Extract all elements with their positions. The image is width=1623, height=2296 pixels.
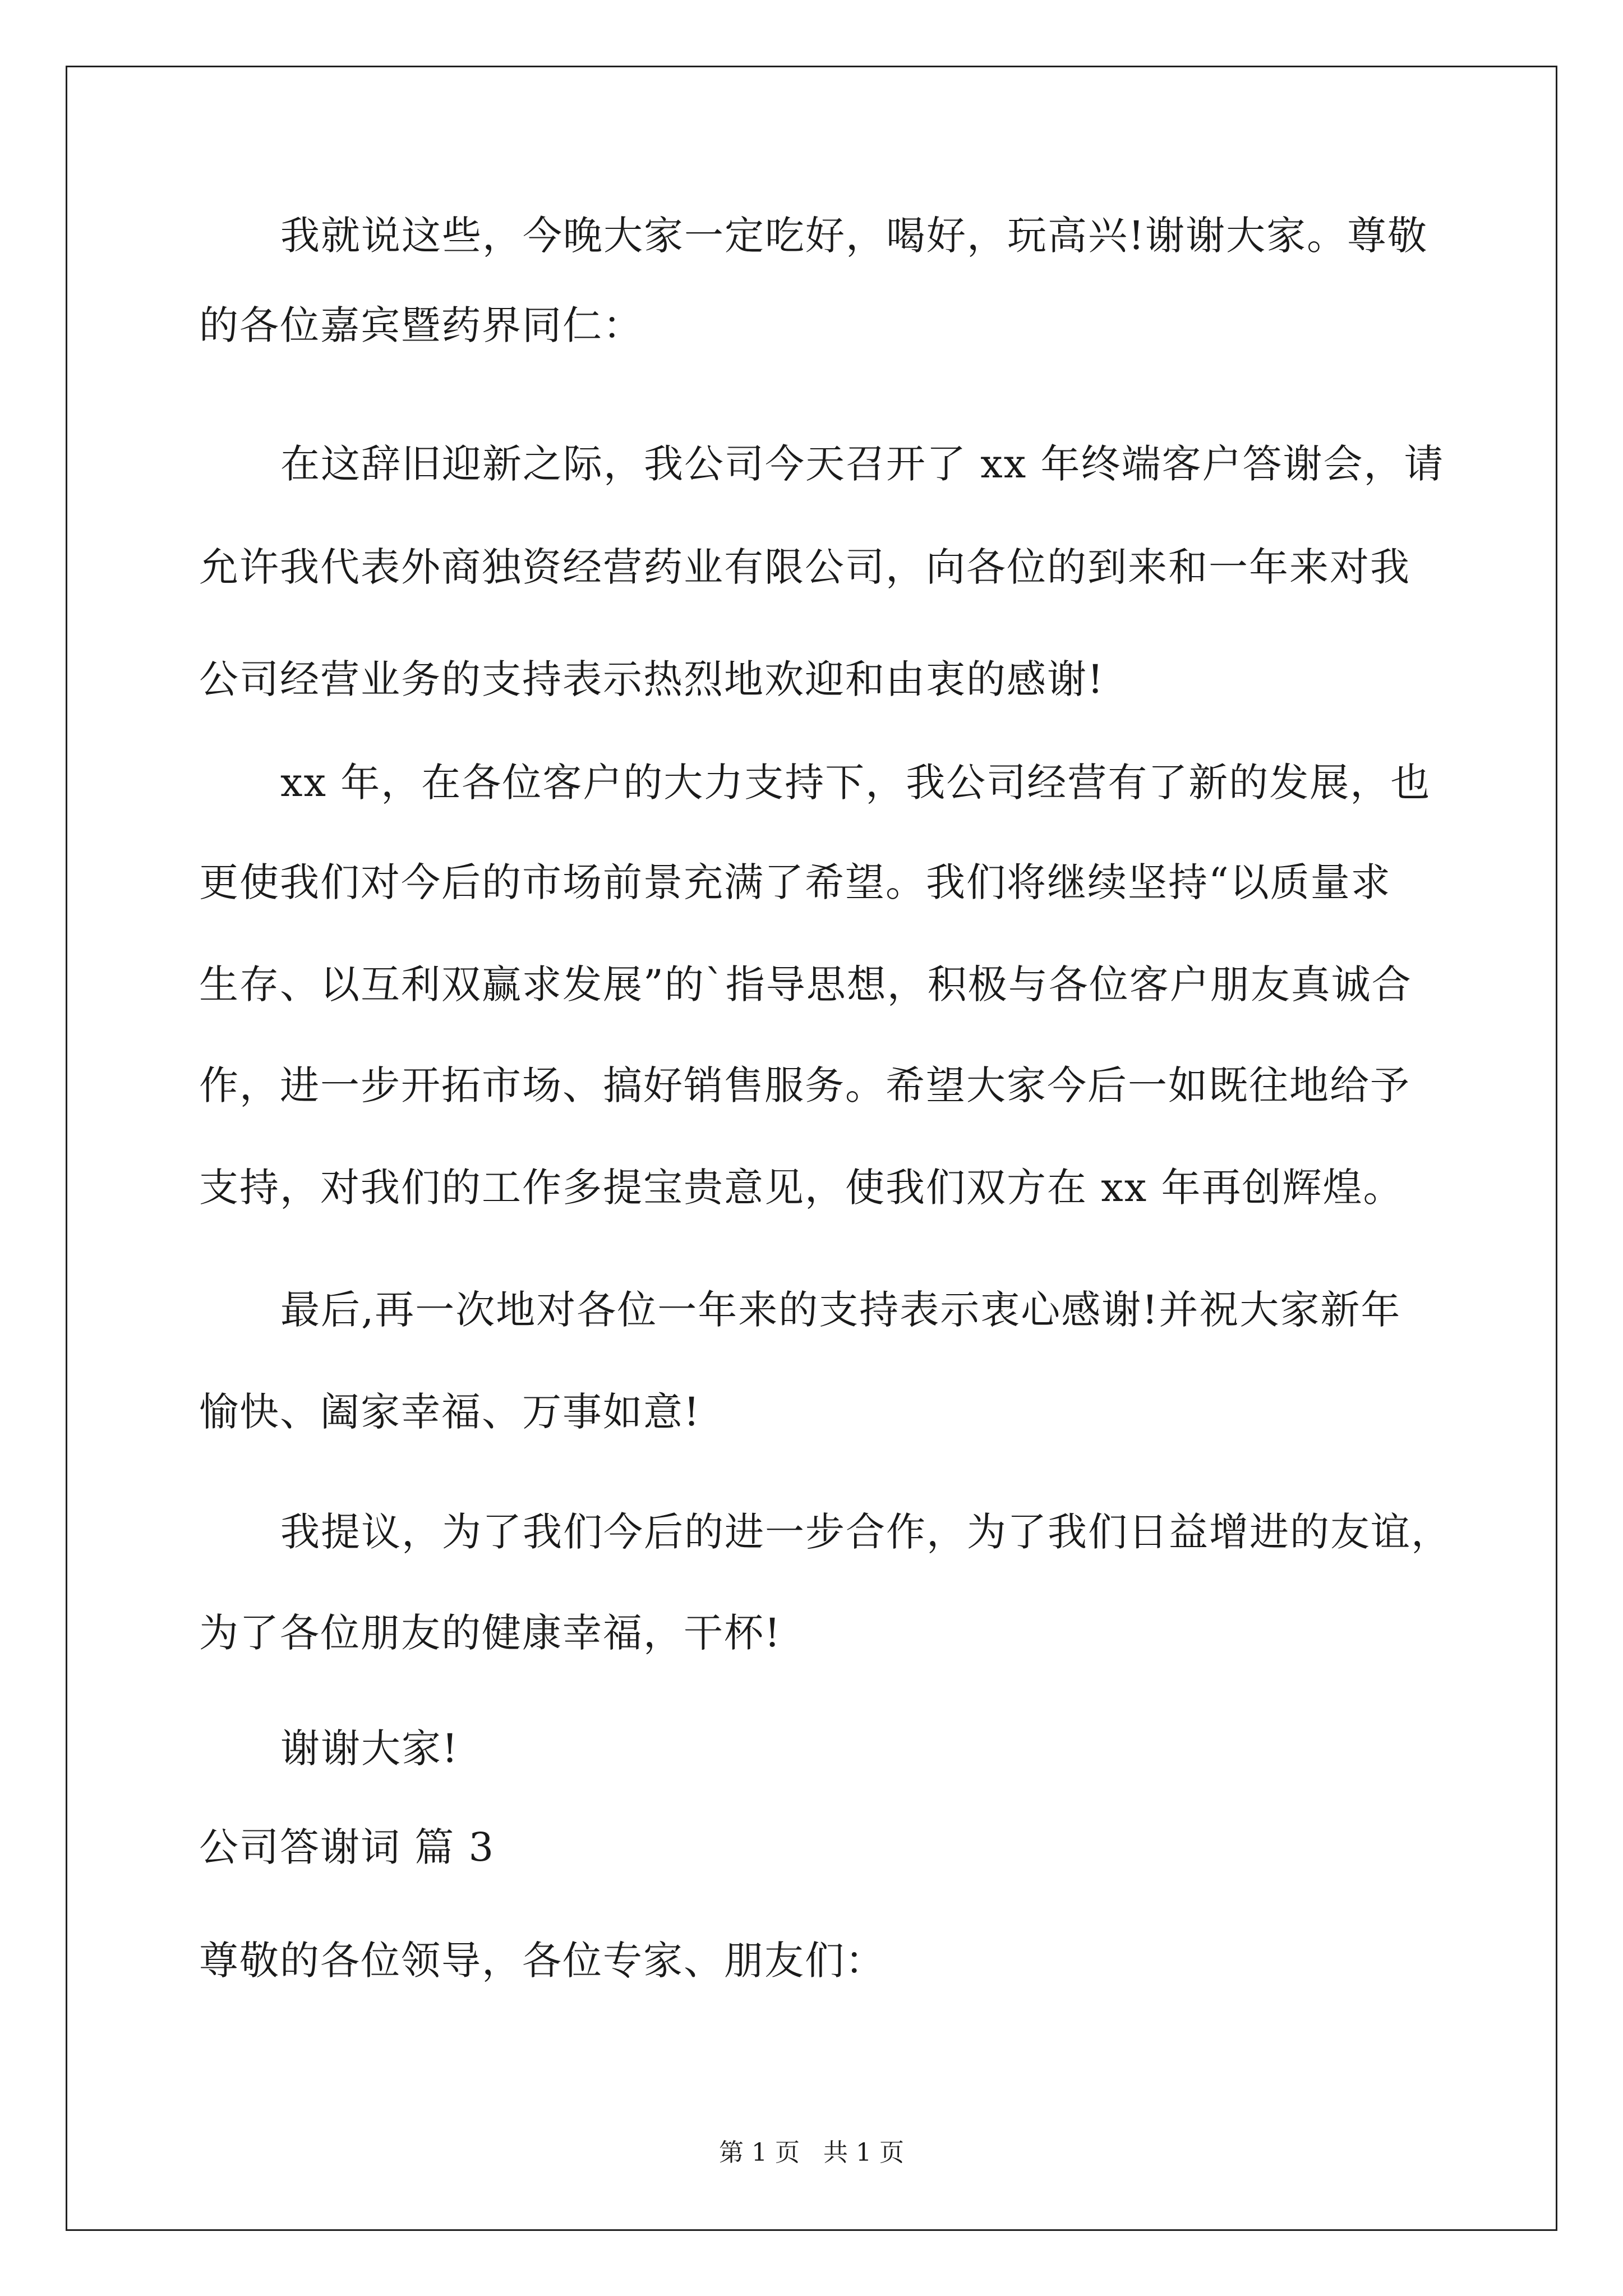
page-border <box>66 66 1557 2231</box>
text-line: 为了各位朋友的健康幸福，干杯! <box>199 1610 782 1656</box>
text-line: 最后,再一次地对各位一年来的支持表示衷心感谢!并祝大家新年 <box>280 1287 1401 1333</box>
text-line: 生存、以互利双赢求发展”的`指导思想，积极与各位客户朋友真诚合 <box>199 961 1412 1007</box>
text-line: 谢谢大家! <box>280 1726 459 1772</box>
text-line: 的各位嘉宾暨药界同仁： <box>199 302 643 348</box>
page-number: 第 1 页 共 1 页 <box>719 2138 904 2167</box>
text-line: 愉快、阖家幸福、万事如意! <box>199 1389 701 1435</box>
text-line: 作，进一步开拓市场、搞好销售服务。希望大家今后一如既往地给予 <box>199 1062 1410 1108</box>
section-heading: 公司答谢词 篇 3 <box>199 1824 495 1870</box>
text-line: 允许我代表外商独资经营药业有限公司，向各位的到来和一年来对我 <box>199 544 1410 590</box>
text-line: 尊敬的各位领导，各位专家、朋友们： <box>199 1938 886 1984</box>
text-line: 我提议，为了我们今后的进一步合作，为了我们日益增进的友谊， <box>280 1509 1451 1555</box>
text-line: xx 年，在各位客户的大力支持下，我公司经营有了新的发展，也 <box>280 760 1431 806</box>
text-line: 我就说这些，今晚大家一定吃好，喝好，玩高兴!谢谢大家。尊敬 <box>280 213 1428 259</box>
text-line: 更使我们对今后的市场前景充满了希望。我们将继续坚持“以质量求 <box>199 859 1391 905</box>
text-line: 公司经营业务的支持表示热烈地欢迎和由衷的感谢! <box>199 656 1105 702</box>
text-line: 支持，对我们的工作多提宝贵意见，使我们双方在 xx 年再创辉煌。 <box>199 1165 1404 1211</box>
text-line: 在这辞旧迎新之际，我公司今天召开了 xx 年终端客户答谢会，请 <box>280 441 1445 487</box>
